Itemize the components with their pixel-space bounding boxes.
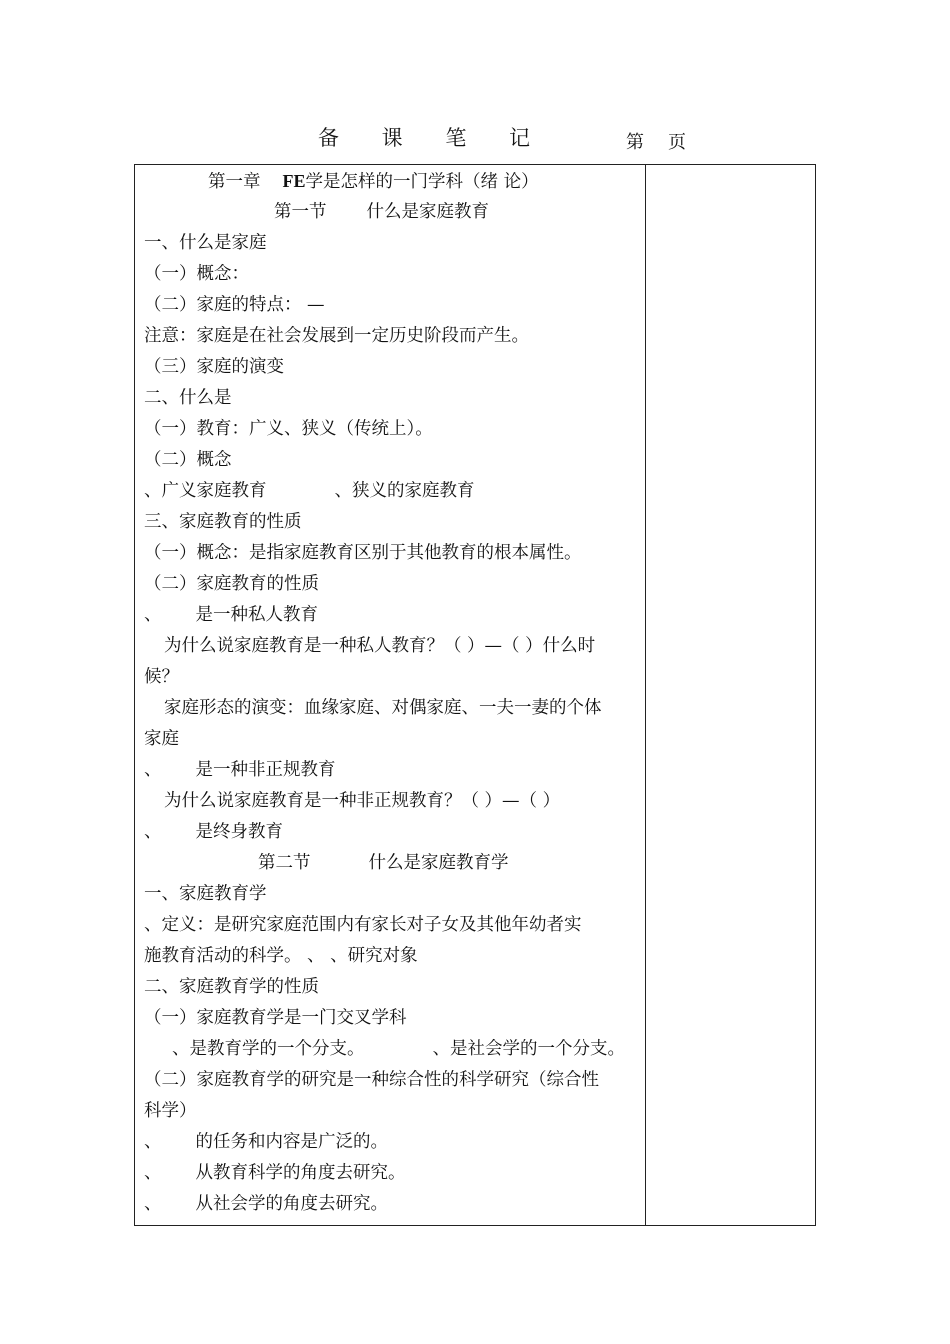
text-line: 家庭形态的演变：血缘家庭、对偶家庭、一夫一妻的个体 — [164, 698, 602, 718]
section-heading: 第二节 什么是家庭教育学 — [258, 853, 509, 873]
text-line: 为什么说家庭教育是一种私人教育？（ ）—（ ）什么时 — [164, 636, 596, 656]
text-line: 二、什么是 — [144, 388, 232, 408]
text-line: 、 是一种私人教育 — [144, 605, 318, 625]
page-number-label — [626, 128, 686, 154]
text-line: （一）家庭教育学是一门交叉学科 — [144, 1008, 407, 1028]
text-line: 三、家庭教育的性质 — [144, 512, 302, 532]
text-line: 注意：家庭是在社会发展到一定历史阶段而产生。 — [144, 326, 529, 346]
text-line: 为什么说家庭教育是一种非正规教育？（ ）—（ ） — [164, 791, 561, 811]
text-line: 候？ — [144, 667, 179, 687]
section-heading: 第一节 什么是家庭教育 — [274, 202, 489, 222]
text-line: 、 的任务和内容是广泛的。 — [144, 1132, 388, 1152]
text-line: 、 从社会学的角度去研究。 — [144, 1194, 388, 1214]
text-line: 、 是一种非正规教育 — [144, 760, 336, 780]
notes-content — [144, 166, 644, 1220]
text-line: （三）家庭的演变 — [144, 357, 284, 377]
text-line: 一、什么是家庭 — [144, 233, 267, 253]
text-line: （一）概念：是指家庭教育区别于其他教育的根本属性。 — [144, 543, 582, 563]
chapter-heading: 第一章 FE学是怎样的一门学科（绪 论） — [208, 171, 539, 192]
text-line: （二）家庭教育学的研究是一种综合性的科学研究（综合性 — [144, 1070, 599, 1090]
text-line: 、 从教育科学的角度去研究。 — [144, 1163, 406, 1183]
text-line: （二）家庭教育的性质 — [144, 574, 319, 594]
text-line: 二、家庭教育学的性质 — [144, 977, 319, 997]
text-line: （一）教育：广义、狭义（传统上）。 — [144, 419, 433, 439]
text-line: 、广义家庭教育 、狭义的家庭教育 — [144, 481, 475, 501]
text-line: 、 是终身教育 — [144, 822, 283, 842]
column-divider — [645, 164, 646, 1226]
text-line: （一）概念： — [144, 264, 249, 284]
text-line: 施教育活动的科学。 、 、研究对象 — [144, 946, 418, 966]
text-line: 、是教育学的一个分支。 、是社会学的一个分支。 — [172, 1039, 625, 1059]
text-line: （二）概念 — [144, 450, 232, 470]
page-title: 备 课 笔 记 — [318, 126, 549, 150]
text-line: （二）家庭的特点： — — [144, 295, 325, 315]
page-label-prefix: 第 — [626, 132, 644, 153]
page-label-suffix: 页 — [668, 132, 686, 153]
text-line: 一、家庭教育学 — [144, 884, 267, 904]
text-line: 家庭 — [144, 729, 179, 749]
text-line: 、定义：是研究家庭范围内有家长对子女及其他年幼者实 — [144, 915, 582, 935]
text-line: 科学） — [144, 1101, 197, 1121]
